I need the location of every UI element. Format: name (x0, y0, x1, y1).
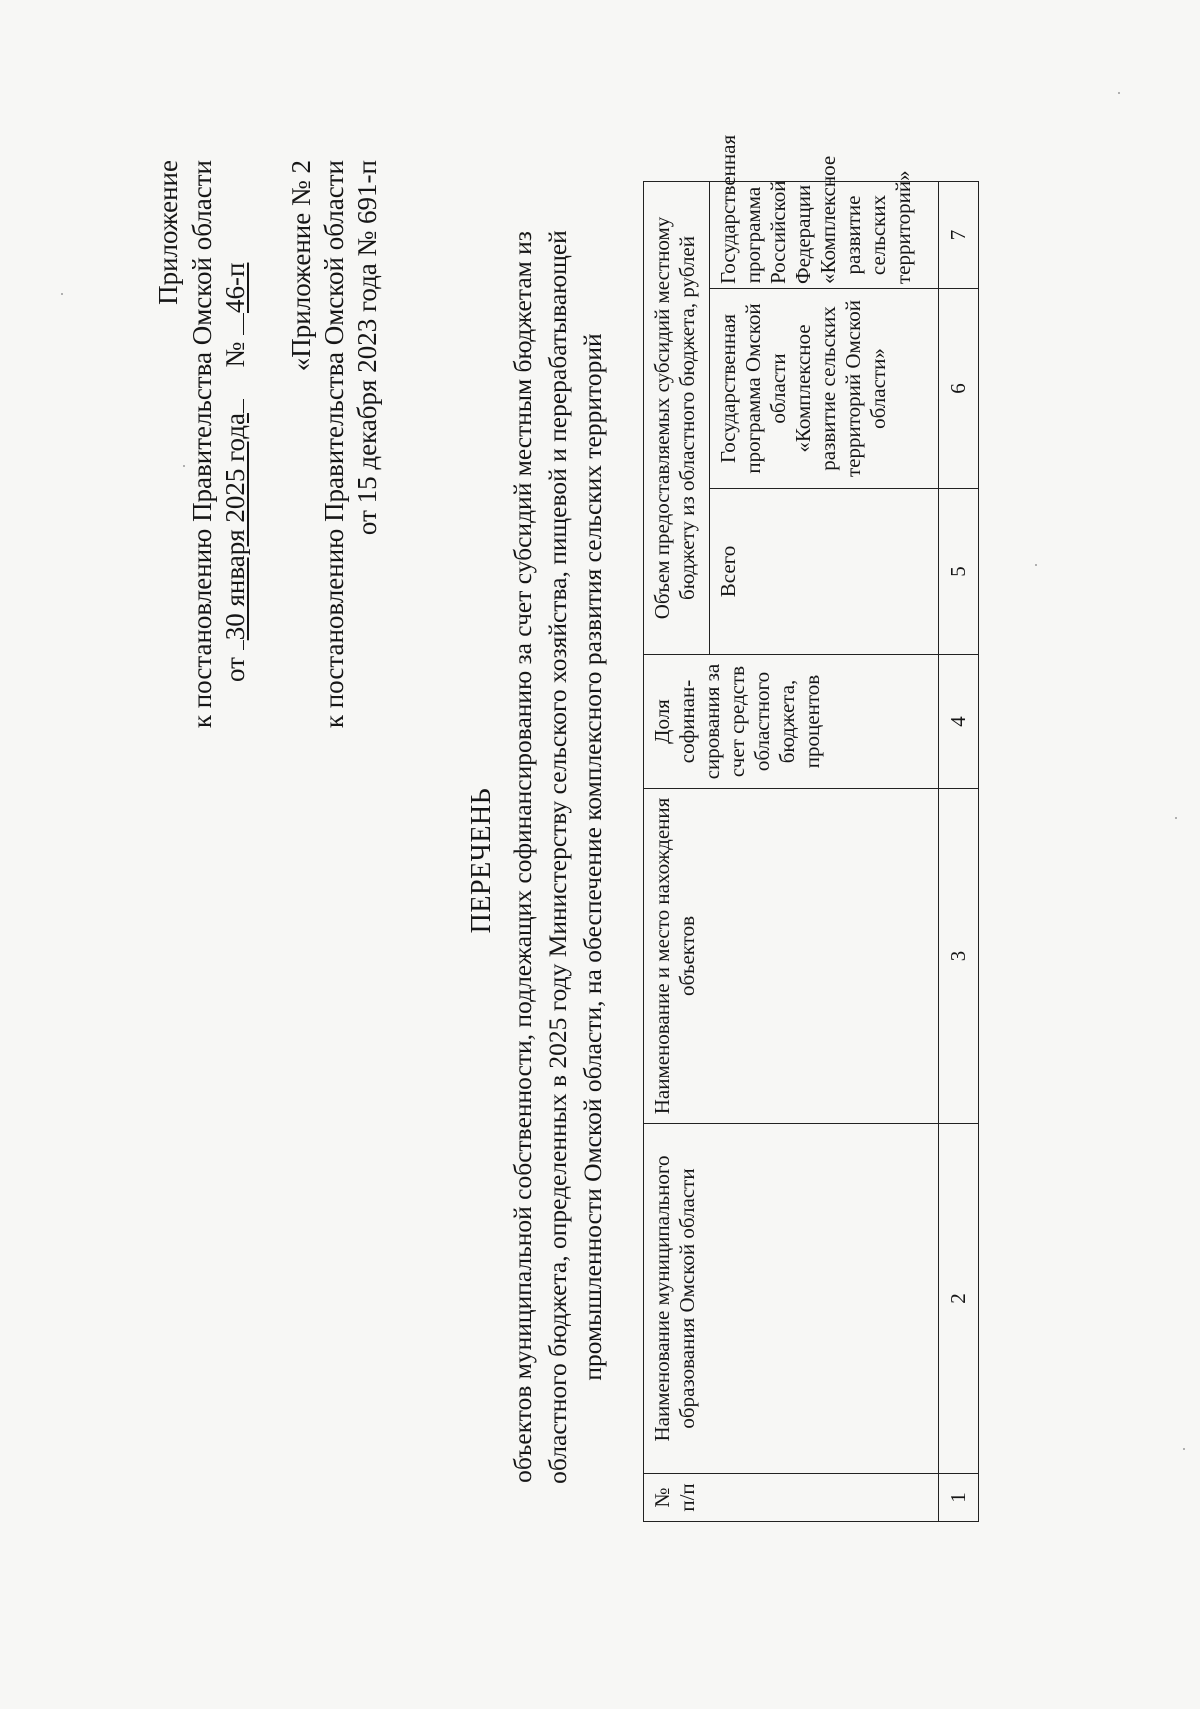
column-number-4: 4 (939, 655, 979, 789)
document-title: ПЕРЕЧЕНЬ (466, 787, 497, 934)
column-number-2: 2 (939, 1124, 979, 1474)
header-cell-federal-program: Государственная программа Российской Федерации «Комплексное развитие сельских территорий» (710, 182, 939, 289)
date-number-line (219, 263, 252, 682)
column-number-6: 6 (939, 289, 979, 489)
subtitle-line-2: областного бюджета, определенных в 2025 году Министерству сельского хозяйства, пищевой и перерабатывающей (543, 230, 572, 1484)
header-cell-regional-program: Государственная программа Омской области «Комплексное развитие сельских территорий Омской области» (710, 289, 939, 489)
header-cell-number: № п/п (644, 1474, 939, 1522)
date-value: 30 января 2025 года (220, 413, 250, 641)
scan-speck (183, 465, 185, 467)
subtitle-line-3: промышленности Омской области, на обеспечение комплексного развития сельских территорий (578, 333, 607, 1381)
scan-speck (61, 293, 63, 295)
number-value: 46-п (220, 262, 250, 314)
column-number-5: 5 (939, 489, 979, 655)
column-number-3: 3 (939, 789, 979, 1124)
resolution-line: к постановлению Правительства Омской области (187, 160, 217, 729)
objects-table (643, 134, 979, 1522)
date-prefix: от (220, 657, 250, 682)
header-cell-share: Доля софинан-сирования за счет средств областного бюджета, процентов (644, 655, 939, 789)
column-numbers-row (939, 182, 979, 1522)
document-subtitle (505, 137, 610, 1577)
appendix-label: Приложение (153, 160, 183, 305)
scan-speck (1183, 1448, 1185, 1450)
scan-speck (1175, 817, 1177, 819)
number-prefix: № (220, 341, 250, 368)
header-cell-volume-group: Объем предоставляемых субсидий местному бюджету из областного бюджета, рублей (644, 182, 710, 655)
header-cell-total: Всего (710, 489, 939, 655)
header-cell-municipality: Наименование муниципального образования Омской области (644, 1124, 939, 1474)
appendix2-label: «Приложение № 2 (286, 160, 316, 372)
reference-date-line: от 15 декабря 2023 года № 691-п (352, 160, 382, 536)
resolution-line-2: к постановлению Правительства Омской области (319, 160, 349, 729)
column-number-7: 7 (939, 182, 979, 289)
column-number-1: 1 (939, 1474, 979, 1522)
header-cell-object: Наименование и место нахождения объектов (644, 789, 939, 1124)
scan-speck (1118, 92, 1120, 94)
scan-speck (1035, 564, 1037, 566)
subtitle-line-1: объектов муниципальной собственности, подлежащих софинансированию за счет субсидий местным бюджетам из (508, 231, 537, 1483)
